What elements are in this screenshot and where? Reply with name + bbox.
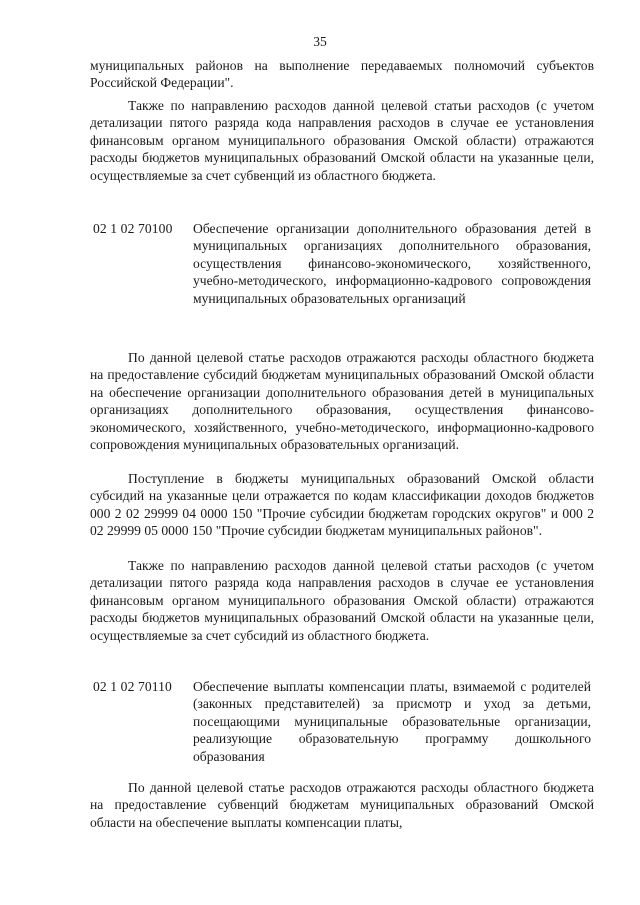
paragraph-subvention-note: Также по направлению расходов данной целевой статьи расходов (с учетом детализации пятого разряда кода направления расходов в случае ее установления финансовым органом муниципального образования Омской области) отражаются расходы бюджетов муниципальных образований Омской области на указанные цели, осуществляемые за счет субвенций из областного бюджета. [90,98,594,183]
target-article-code-70100: 02 1 02 70100 [93,221,173,236]
target-article-title-70100: Обеспечение организации дополнительного образования детей в муниципальных организациях дополнительного образования, осуществления финансово-экономического, хозяйственного, учебно-методического, информационно-кадрового сопровождения муниципальных образовательных организаций [193,221,591,306]
paragraph-compensation-description: По данной целевой статье расходов отражаются расходы областного бюджета на предоставление субвенций бюджетам муниципальных образований Омской области на обеспечение выплаты компенсации платы, [90,780,594,830]
target-article-code-70110: 02 1 02 70110 [93,679,172,694]
paragraph-subsidy-note: Также по направлению расходов данной целевой статьи расходов (с учетом детализации пятого разряда кода направления расходов в случае ее установления финансовым органом муниципального образования Омской области) отражаются расходы бюджетов муниципальных образований Омской области на указанные цели, осуществляемые за счет субсидий из областного бюджета. [90,558,594,643]
paragraph-revenue-codes: Поступление в бюджеты муниципальных образований Омской области субсидий на указанные цели отражается по кодам классификации доходов бюджетов 000 2 02 29999 04 0000 150 "Прочие субсидии бюджетам городских округов" и 000 2 02 29999 05 0000 150 "Прочие субсидии бюджетам муниципальных районов". [90,471,594,539]
page-number: 35 [313,34,327,49]
paragraph-continuation: муниципальных районов на выполнение передаваемых полномочий субъектов Российской Федерации". [90,58,594,91]
paragraph-subsidy-description: По данной целевой статье расходов отражаются расходы областного бюджета на предоставление субсидий бюджетам муниципальных образований Омской области на обеспечение организации дополнительного образования детей в муниципальных организациях дополнительного образования, осуществления финансово-экономического, хозяйственного, учебно-методического, информационно-кадрового сопровождения муниципальных образовательных организаций. [90,350,594,453]
target-article-title-70110: Обеспечение выплаты компенсации платы, взимаемой с родителей (законных представителей) за присмотр и уход за детьми, посещающими муниципальные образовательные организации, реализующие образовательную программу дошкольного образования [193,679,591,764]
